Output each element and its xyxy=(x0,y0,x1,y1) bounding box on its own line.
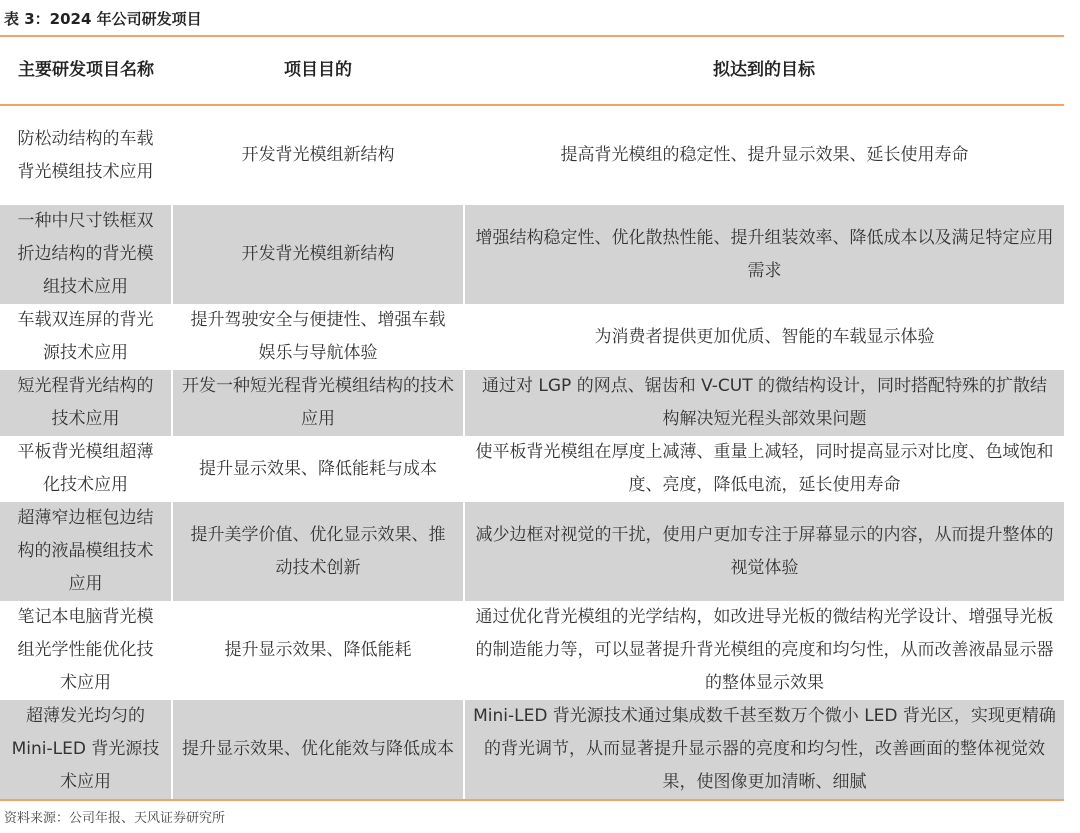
cell-project-purpose: 提升显示效果、降低能耗与成本 xyxy=(172,436,464,502)
cell-target-goal: 增强结构稳定性、优化散热性能、提升组装效率、降低成本以及满足特定应用需求 xyxy=(464,205,1064,304)
cell-project-name: 超薄窄边框包边结构的液晶模组技术应用 xyxy=(0,502,172,601)
cell-project-name: 车载双连屏的背光源技术应用 xyxy=(0,304,172,370)
table-row xyxy=(0,700,1064,800)
header-project-purpose: 项目目的 xyxy=(172,37,464,105)
table-row xyxy=(0,304,1064,370)
table-row xyxy=(0,205,1064,304)
cell-project-purpose: 开发背光模组新结构 xyxy=(172,105,464,205)
table-row xyxy=(0,436,1064,502)
cell-project-purpose: 提升驾驶安全与便捷性、增强车载娱乐与导航体验 xyxy=(172,304,464,370)
cell-project-name: 超薄发光均匀的 Mini-LED 背光源技术应用 xyxy=(0,700,172,800)
cell-target-goal: 减少边框对视觉的干扰，使用户更加专注于屏幕显示的内容，从而提升整体的视觉体验 xyxy=(464,502,1064,601)
cell-target-goal: 提高背光模组的稳定性、提升显示效果、延长使用寿命 xyxy=(560,145,969,165)
cell-project-purpose: 提升美学价值、优化显示效果、推动技术创新 xyxy=(172,502,464,601)
table-caption: 表 3：2024 年公司研发项目 xyxy=(4,10,202,28)
cell-project-name: 短光程背光结构的技术应用 xyxy=(0,370,172,436)
table-row xyxy=(0,105,1064,205)
source-note: 资料来源：公司年报、天风证券研究所 xyxy=(4,811,226,826)
cell-target-goal: 使平板背光模组在厚度上减薄、重量上减轻，同时提高显示对比度、色域饱和度、亮度，降低电流，延长使用寿命 xyxy=(475,442,1054,495)
cell-project-purpose: 提升显示效果、降低能耗 xyxy=(172,601,464,700)
table-row xyxy=(0,601,1064,700)
cell-target-goal: Mini-LED 背光源技术通过集成数千甚至数万个微小 LED 背光区，实现更精确的背光调节，从而显著提升显示器的亮度和均匀性，改善画面的整体视觉效果，使图像更加清晰、细腻 xyxy=(464,700,1064,800)
rd-projects-table xyxy=(0,37,1064,801)
cell-target-goal: 为消费者提供更加优质、智能的车载显示体验 xyxy=(594,326,935,347)
cell-project-purpose: 提升显示效果、优化能效与降低成本 xyxy=(172,700,464,800)
cell-project-name: 笔记本电脑背光模组光学性能优化技术应用 xyxy=(0,601,172,700)
cell-project-name: 一种中尺寸铁框双折边结构的背光模组技术应用 xyxy=(0,205,172,304)
rd-projects-table-wrap xyxy=(0,37,1064,801)
cell-project-name: 平板背光模组超薄化技术应用 xyxy=(0,436,172,502)
cell-project-purpose: 开发一种短光程背光模组结构的技术应用 xyxy=(172,370,464,436)
cell-project-purpose: 开发背光模组新结构 xyxy=(172,205,464,304)
table-row xyxy=(0,370,1064,436)
table-header-row xyxy=(0,37,1064,105)
cell-target-goal: 通过对 LGP 的网点、锯齿和 V-CUT 的微结构设计，同时搭配特殊的扩散结构解决短光程头部效果问题 xyxy=(464,370,1064,436)
header-project-name: 主要研发项目名称 xyxy=(0,37,172,105)
cell-target-goal: 通过优化背光模组的光学结构，如改进导光板的微结构光学设计、增强导光板的制造能力等，可以显著提升背光模组的亮度和均匀性，从而改善液晶显示器的整体显示效果 xyxy=(475,607,1054,693)
table-row xyxy=(0,502,1064,601)
header-target-goal: 拟达到的目标 xyxy=(464,37,1064,105)
cell-project-name: 防松动结构的车载背光模组技术应用 xyxy=(0,105,172,205)
